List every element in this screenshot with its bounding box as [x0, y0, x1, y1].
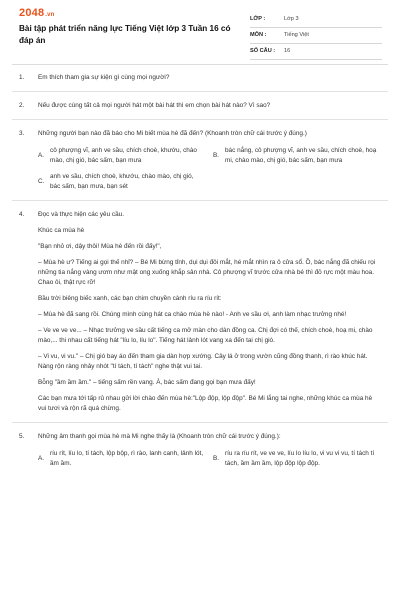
option-text: cô phượng vĩ, anh ve sầu, chích choè, khướu, chào mào, chị gió, bác sấm, bạn mưa [50, 147, 197, 164]
question-3 [0, 129, 400, 139]
question-divider [12, 119, 388, 120]
question-1 [0, 73, 400, 83]
question-text: Những người bạn nào đã báo cho Mi biết mùa hè đã đến? (Khoanh tròn chữ cái trước ý đúng.) [38, 130, 307, 137]
info-key: LỚP : [250, 11, 284, 27]
question-divider [12, 91, 388, 92]
info-value: Tiếng Việt [284, 27, 382, 43]
option-text: bác nắng, cô phượng vĩ, anh ve sầu, chích choè, hoạ mi, chào mào, chị gió, bác sấm, bạn mưa [225, 147, 377, 164]
question-text: Những âm thanh gọi mùa hè mà Mi nghe thấy là (Khoanh tròn chữ cái trước ý đúng.): [38, 433, 281, 440]
option-letter: C. [38, 178, 45, 185]
passage-paragraph: – Mùa hè đã sang rồi. Chúng mình cùng hát ca chào mùa hè nào! - Anh ve sầu ơi, anh làm nhạc trưởng nhé! [38, 311, 347, 318]
info-key: SỐ CÂU : [250, 43, 284, 59]
passage-paragraph: – Mùa hè ư? Tiếng ai gọi thế nhỉ? – Bé Mi bừng tỉnh, dụi dụi đôi mắt, hé mắt nhìn ra ô cửa sổ. Ồ, bác nắng đã chiếu rọi những tia nắng vàng ươm như mật ong xuống khắp sân nhà. Cô phượng vĩ trước cửa nhà bé thì đỏ rực một màu hoa. Chao ôi, thật rực rỡ! [38, 259, 376, 286]
question-divider [12, 200, 388, 201]
question-number: 3. [19, 130, 25, 137]
option-b[interactable] [213, 146, 380, 166]
question-text: Đọc và thực hiện các yêu cầu. [38, 211, 124, 218]
info-key: MÔN : [250, 27, 284, 43]
question-5 [0, 432, 400, 442]
info-row-subject [250, 27, 382, 43]
option-letter: A. [38, 152, 45, 159]
passage-title: Khúc ca mùa hè [38, 227, 85, 234]
question-number: 2. [19, 102, 25, 109]
answer-options [38, 146, 380, 192]
info-row-grade [250, 11, 382, 27]
question-number: 5. [19, 433, 25, 440]
question-list [0, 73, 400, 469]
passage-paragraph: "Bạn nhỏ ơi, dậy thôi! Mùa hè đến rồi đấy!", [38, 243, 162, 250]
reading-passage [0, 226, 400, 414]
option-letter: A. [38, 455, 45, 462]
option-a[interactable] [38, 449, 205, 469]
page-title: Bài tập phát triển năng lực Tiếng Việt lớp 3 Tuần 16 có đáp án [19, 24, 231, 45]
info-row-count [250, 43, 382, 59]
question-divider [12, 422, 388, 423]
passage-paragraph: Bầu trời biêng biếc xanh, các bạn chim chuyền cành ríu ra ríu rít: [38, 295, 222, 302]
header-divider [12, 64, 388, 65]
passage-paragraph: – Ve ve ve ve... – Nhạc trưởng ve sầu cất tiếng ca mở màn cho dàn đồng ca. Chị đợi có thế, chích choè, hoạ mi, chào mào,... thi nhau cất tiếng hát "líu lo, líu lo". Tiếng hát lảnh lót vang xa đến tai chị gió. [38, 327, 373, 344]
question-text: Nếu được cùng tất cả mọi người hát một bài hát thì em chọn bài hát nào? Vì sao? [38, 102, 271, 109]
question-number: 1. [19, 74, 25, 81]
option-text: ríu ra ríu rít, ve ve ve, líu lo líu lo, vi vu vi vu, tí tách tí tách, ầm ầm ầm, lộp độp lộp độp. [225, 450, 375, 467]
info-table [250, 11, 382, 60]
option-letter: B. [213, 152, 220, 159]
question-2 [0, 101, 400, 111]
info-value: 16 [284, 43, 382, 59]
passage-paragraph: Bỗng "ầm ầm ầm." – tiếng sấm rền vang. À, bác sấm đang gọi bạn mưa đấy! [38, 379, 256, 386]
logo-sub-text: .vn [45, 12, 55, 18]
option-a[interactable] [38, 146, 205, 166]
option-text: anh ve sầu, chích choè, khướu, chào mào, chị gió, bác sấm, bạn mưa, bạn sét [50, 173, 194, 190]
option-b[interactable] [213, 449, 380, 469]
logo-main-text: 2048 [19, 7, 45, 19]
passage-paragraph: Các bạn mưa tới tấp rủ nhau gửi lời chào đến mùa hè:"Lộp độp, lộp độp". Bé Mi lắng tai nghe, những khúc ca mùa hè vui tươi và rộn rã quá chừng. [38, 395, 373, 412]
site-logo[interactable] [19, 7, 55, 19]
option-c[interactable] [38, 172, 205, 192]
question-text: Em thích tham gia sự kiện gì cùng mọi người? [38, 74, 170, 81]
info-value: Lớp 3 [284, 11, 382, 27]
question-number: 4. [19, 211, 25, 218]
option-text: ríu rít, líu lo, tí tách, lộp bộp, rì rào, lanh canh, lảnh lót, ầm ầm. [50, 450, 204, 467]
answer-options [38, 449, 380, 469]
option-letter: B. [213, 455, 220, 462]
page-header [0, 0, 400, 64]
question-4 [0, 210, 400, 220]
passage-paragraph: – Vi vu, vi vu." – Chị gió bay áo đến tham gia dàn hợp xướng. Cây lá ở trong vườn cũng đồng thanh, rì rào khúc hát. Nàng rộn ràng nhảy nhót "tí tách, tí tách" nghe thật vui tai. [38, 353, 368, 370]
